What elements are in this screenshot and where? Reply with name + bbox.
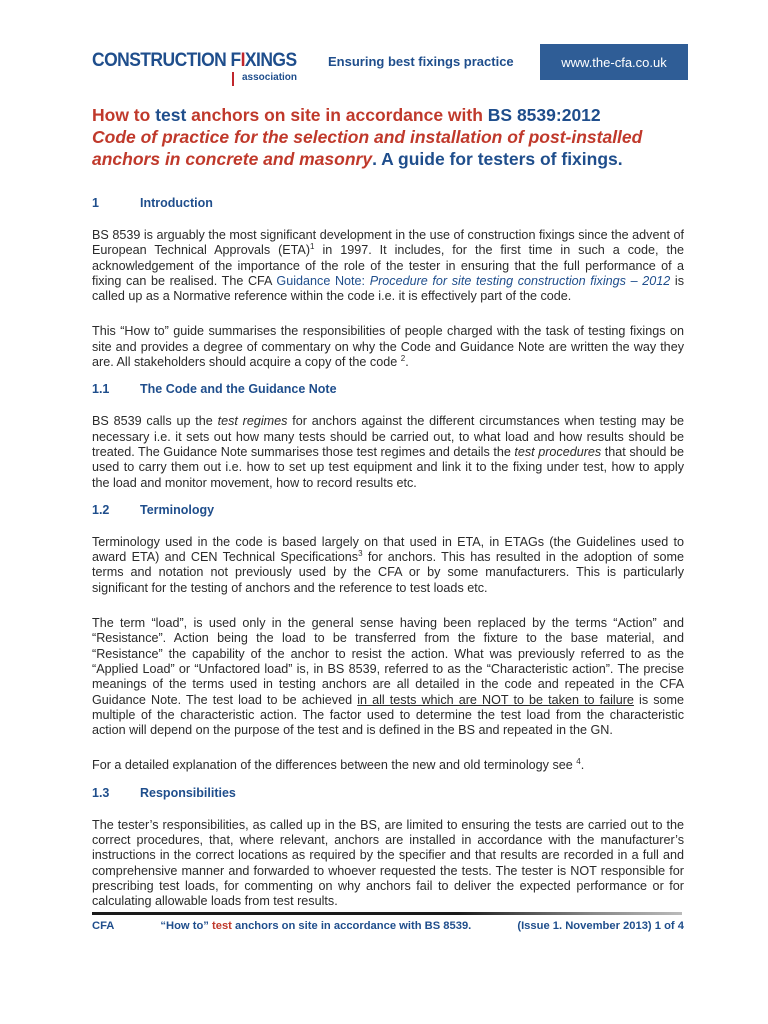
section-number: 1.2: [92, 502, 110, 517]
website-link[interactable]: [540, 44, 688, 80]
text-run: for anchors against the different circumstances when testing may be necessary i.e. it sets out how many tests should be carried out, to what load and how results should be treated. The Guidance Note summarises those test regimes and details the: [92, 414, 684, 459]
footer-rest: anchors on site in accordance with BS 8539.: [235, 920, 472, 932]
section-title: Terminology: [140, 502, 215, 517]
section-title: Introduction: [140, 196, 213, 210]
text-run: For a detailed explanation of the differences between the new and old terminology see: [92, 758, 573, 773]
logo-bar-icon: [232, 72, 234, 86]
footer-cfa: CFA: [92, 920, 115, 932]
paragraph-terminology-1: [92, 535, 684, 596]
page-footer: [92, 920, 684, 932]
section-title: The Code and the Guidance Note: [140, 382, 337, 397]
text-run: Terminology used in the code is based largely on that used in ETA, in ETAGs (the Guidelines used to award ETA) and CEN Technical Specifications: [92, 534, 684, 565]
title-part-code: Code of practice for the selection and installation of post-installed anchors in concrete and masonry: [92, 127, 643, 169]
logo-text-xings: XINGS: [244, 50, 297, 71]
section-number: 1: [92, 196, 99, 210]
text-run: The term “load”, is used only in the general sense having been replaced by the terms “Action” and “Resistance”. Action being the load to be transferred from the fixture to the base material, and “Resistance” the capability of the anchor to resist the action. What was previously referred to as the “Applied Load” or “Unfactored load” is, in BS 8539, referred to as the “Characteristic action”. The precise meanings of the terms used in testing anchors are all detailed in the code and repeated in the CFA Guidance Note. The test load to be achieved: [92, 616, 684, 707]
guidance-note-link[interactable]: Guidance Note:: [276, 273, 370, 288]
term-test-regimes: test regimes: [217, 414, 288, 429]
term-test-procedures: test procedures: [514, 444, 602, 459]
footer-issue-page: (Issue 1. November 2013) 1 of 4: [517, 920, 684, 932]
text-run: is called up as a Normative reference within the code i.e. it is effectively part of the code.: [92, 273, 684, 304]
title-part-anchors: anchors on site in accordance with: [186, 105, 488, 125]
text-run: that should be used to carry them out i.e. how to set up test equipment and link it to the fixing under test, how to apply the load and monitor movement, how to record results etc.: [92, 444, 684, 490]
text-run: for anchors. This has resulted in the adoption of some terms and notation not previously used by the CFA or by some manufacturers. This is particularly significant for the testing of anchors and the reference to test loads etc.: [92, 550, 684, 595]
title-part-how-to: How to: [92, 105, 156, 125]
paragraph-terminology-2: [92, 616, 684, 738]
section-number: 1.1: [92, 382, 110, 397]
paragraph-code-guidance: [92, 414, 684, 490]
footer-howto: “How to”: [160, 920, 209, 932]
footnote-ref: 2: [400, 353, 406, 363]
document-body: [92, 104, 684, 910]
paragraph-terminology-3: [92, 758, 684, 773]
underlined-text: in all tests which are NOT to be taken to failure: [357, 692, 634, 707]
header-tagline: Ensuring best fixings practice: [328, 54, 514, 69]
document-title: [92, 104, 684, 170]
website-url: www.the-cfa.co.uk: [561, 54, 667, 70]
footnote-ref: 4: [576, 757, 581, 767]
paragraph-intro-1: [92, 228, 684, 304]
title-part-bs: BS 8539:2012: [487, 105, 601, 125]
title-part-test: test: [155, 105, 187, 125]
footer-test: test: [212, 920, 232, 932]
footnote-ref: 1: [310, 242, 315, 252]
text-run: .: [580, 758, 585, 773]
paragraph-intro-2: [92, 324, 684, 370]
text-run: .: [405, 355, 409, 370]
footer-divider: [92, 912, 682, 915]
section-heading-introduction: [92, 196, 684, 210]
cfa-logo: [92, 50, 312, 90]
footnote-ref: 3: [358, 548, 363, 558]
footer-title: [160, 920, 471, 932]
section-heading-responsibilities: [92, 786, 684, 800]
text-run: in 1997. It includes, for the first time in such a code, the acknowledgement of the importance of the role of the tester in ensuring that the full performance of a fixing can be realised. The CFA: [92, 243, 684, 288]
page-header: [92, 44, 688, 88]
section-title: Responsibilities: [140, 785, 236, 800]
logo-subtitle: association: [242, 72, 298, 83]
text-run: BS 8539 is arguably the most significant development in the use of construction fixings since the advent of European Technical Approvals (ETA): [92, 228, 684, 258]
text-run: This “How to” guide summarises the responsibilities of people charged with the task of testing fixings on site and provides a degree of commentary on why the Code and Guidance Note are written the way they are. All stakeholders should acquire a copy of the code: [92, 324, 684, 370]
text-run: BS 8539 calls up the: [92, 414, 218, 429]
section-number: 1.3: [92, 785, 110, 800]
paragraph-responsibilities: The tester’s responsibilities, as called up in the BS, are limited to ensuring the tests are carried out to the correct procedures, that, where relevant, anchors are installed in accordance with the manufacturer’s instructions in the correct locations as required by the specifier and that results are recorded in a full and comprehensive manner and forwarded to whoever requested the tests. The tester is NOT responsible for prescribing test loads, for commenting on why anchors fail to deliver the expected performance or for calculating allowable loads from test results.: [92, 817, 684, 909]
guidance-note-title[interactable]: Procedure for site testing construction fixings – 2012: [369, 273, 671, 288]
section-heading-terminology: [92, 503, 684, 517]
logo-text-i: I: [240, 50, 245, 71]
logo-wordmark: [92, 50, 297, 72]
text-run: is some multiple of the characteristic action. The factor used to determine the test load from the characteristic action will depend on the purpose of the test and is defined in the BS and repeated in the GN.: [92, 692, 684, 738]
section-heading-code-guidance: [92, 382, 684, 396]
title-part-guide: . A guide for testers of fixings.: [372, 149, 623, 169]
logo-text-construction: CONSTRUCTION F: [92, 50, 241, 71]
